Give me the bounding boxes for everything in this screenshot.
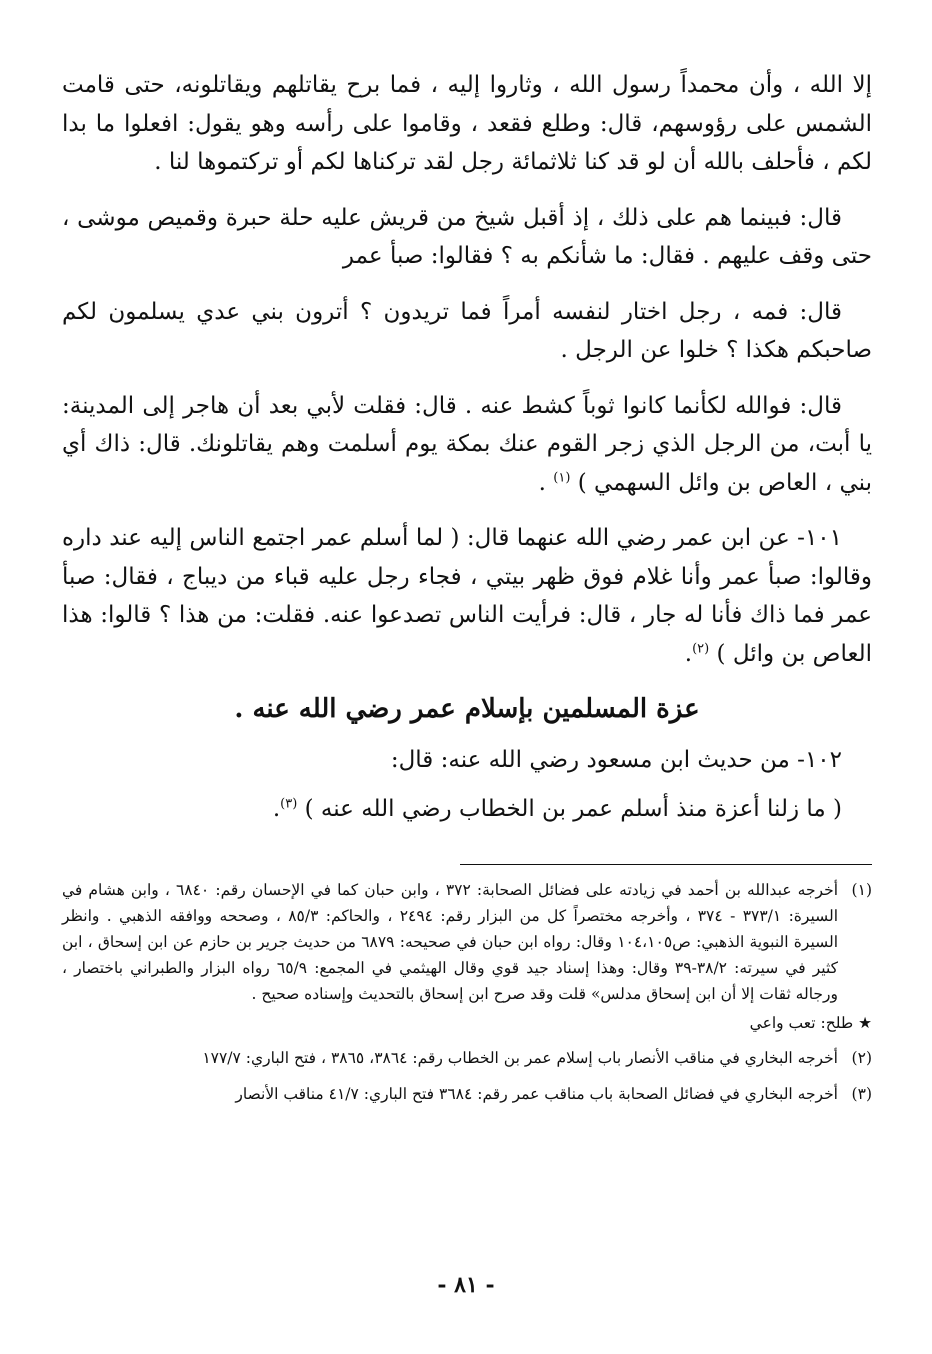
footnote-ref-1: (١) xyxy=(553,469,571,485)
hadith-102-end: . xyxy=(272,795,281,822)
glossary-note: ★ طلح: تعب واعي xyxy=(749,1014,872,1032)
footnote-ref-3: (٣) xyxy=(280,795,298,811)
hadith-102-quote xyxy=(62,790,872,829)
footnote-2-number: (٢) xyxy=(851,1049,872,1067)
footnote-1-number: (١) xyxy=(851,881,872,899)
hadith-102-quote-text: ( ما زلنا أعزة منذ أسلم عمر بن الخطاب رضي الله عنه ) xyxy=(304,795,842,822)
footnote-1-text: أخرجه عبدالله بن أحمد في زيادته على فضائل الصحابة: ٣٧٢ ، وابن حبان كما في الإحسان رقم: ٦٨٤٠ ، وابن هشام في السيرة: ٣٧٣/١ - ٣٧٤ ، وأخرجه مختصراً كل من البزار رقم: ٢٤٩٤ ، والحاكم: ٨٥/٣ ، وصححه ووافقه الذهبي . وانظر السيرة النبوية الذهبي: ص١٠٤،١٠٥ وقال: رواه ابن حبان في صحيحه: ٦٨٧٩ من حديث جرير بن حازم عن ابن إسحاق ، ابن كثير في سيرته: ٣٨/٢-٣٩ وقال: وهذا إسناد جيد قوي وقال الهيثمي في المجمع: ٦٥/٩ رواه البزار والطبراني باختصار ، ورجاله ثقات إلا أن ابن إسحاق مدلس» قلت وقد صرح ابن إسحاق بالتحديث وإسناده صحيح . xyxy=(62,881,839,1003)
paragraph-2: قال: فبينما هم على ذلك ، إذ أقبل شيخ من قريش عليه حلة حبرة وقميص موشى ، حتى وقف عليهم . فقال: ما شأنكم به ؟ فقالوا: صبأ عمر xyxy=(62,204,872,269)
paragraph-4-text: قال: فوالله لكأنما كانوا ثوباً كشط عنه . قال: فقلت لأبي بعد أن هاجر إلى المدينة: يا أبت، من الرجل الذي زجر القوم عنك بمكة يوم أسلمت وهم يقاتلونك. قال: ذاك أي بني ، العاص بن وائل السهمي ) xyxy=(62,392,872,496)
footnote-ref-2: (٢) xyxy=(692,640,710,656)
footnote-2-text: أخرجه البخاري في مناقب الأنصار باب إسلام عمر بن الخطاب رقم: ٣٨٦٤، ٣٨٦٥ ، فتح الباري: ١٧٧/٧ xyxy=(202,1049,838,1067)
paragraph-4-end: . xyxy=(538,469,554,496)
page-number: - ٨١ - xyxy=(437,1272,495,1298)
hadith-101-text: ١٠١- عن ابن عمر رضي الله عنهما قال: ( لما أسلم عمر اجتمع الناس إليه عند داره وقالوا: صبأ عمر وأنا غلام فوق ظهر بيتي ، فجاء رجل عليه قباء من ديباج ، فقال: صبأ عمر فما ذاك فأنا له جار ، قال: فرأيت الناس تصدعوا عنه. فقلت: من هذا ؟ قالوا: هذا العاص بن وائل ) xyxy=(62,525,872,667)
hadith-101-end: . xyxy=(684,640,693,667)
footnote-divider xyxy=(460,864,872,865)
paragraph-4 xyxy=(62,387,872,503)
hadith-102-intro: ١٠٢- من حديث ابن مسعود رضي الله عنه: قال: xyxy=(390,747,842,773)
paragraph-1: إلا الله ، وأن محمداً رسول الله ، وثاروا إليه ، فما برح يقاتلهم ويقاتلونه، حتى قامت الشمس على رؤوسهم، قال: وطلع فقعد ، وقاموا على رأسه وهو يقول: افعلوا ما بدا لكم ، فأحلف بالله أن لو قد كنا ثلاثمائة رجل لقد تركناها لكم أو تركتموها لنا . xyxy=(62,72,872,175)
footnote-2 xyxy=(62,1045,872,1071)
paragraph-3: قال: فمه ، رجل اختار لنفسه أمراً فما تريدون ؟ أترون بني عدي يسلمون لكم صاحبكم هكذا ؟ خلوا عن الرجل . xyxy=(62,298,872,363)
footnote-3-number: (٣) xyxy=(851,1085,872,1103)
footnote-3-text: أخرجه البخاري في فضائل الصحابة باب مناقب عمر رقم: ٣٦٨٤ فتح الباري: ٤١/٧ مناقب الأنصار xyxy=(235,1085,838,1103)
footnote-1 xyxy=(62,877,872,1007)
hadith-101 xyxy=(62,519,872,673)
footnote-3 xyxy=(62,1081,872,1107)
section-heading: عزة المسلمين بإسلام عمر رضي الله عنه . xyxy=(234,694,700,724)
